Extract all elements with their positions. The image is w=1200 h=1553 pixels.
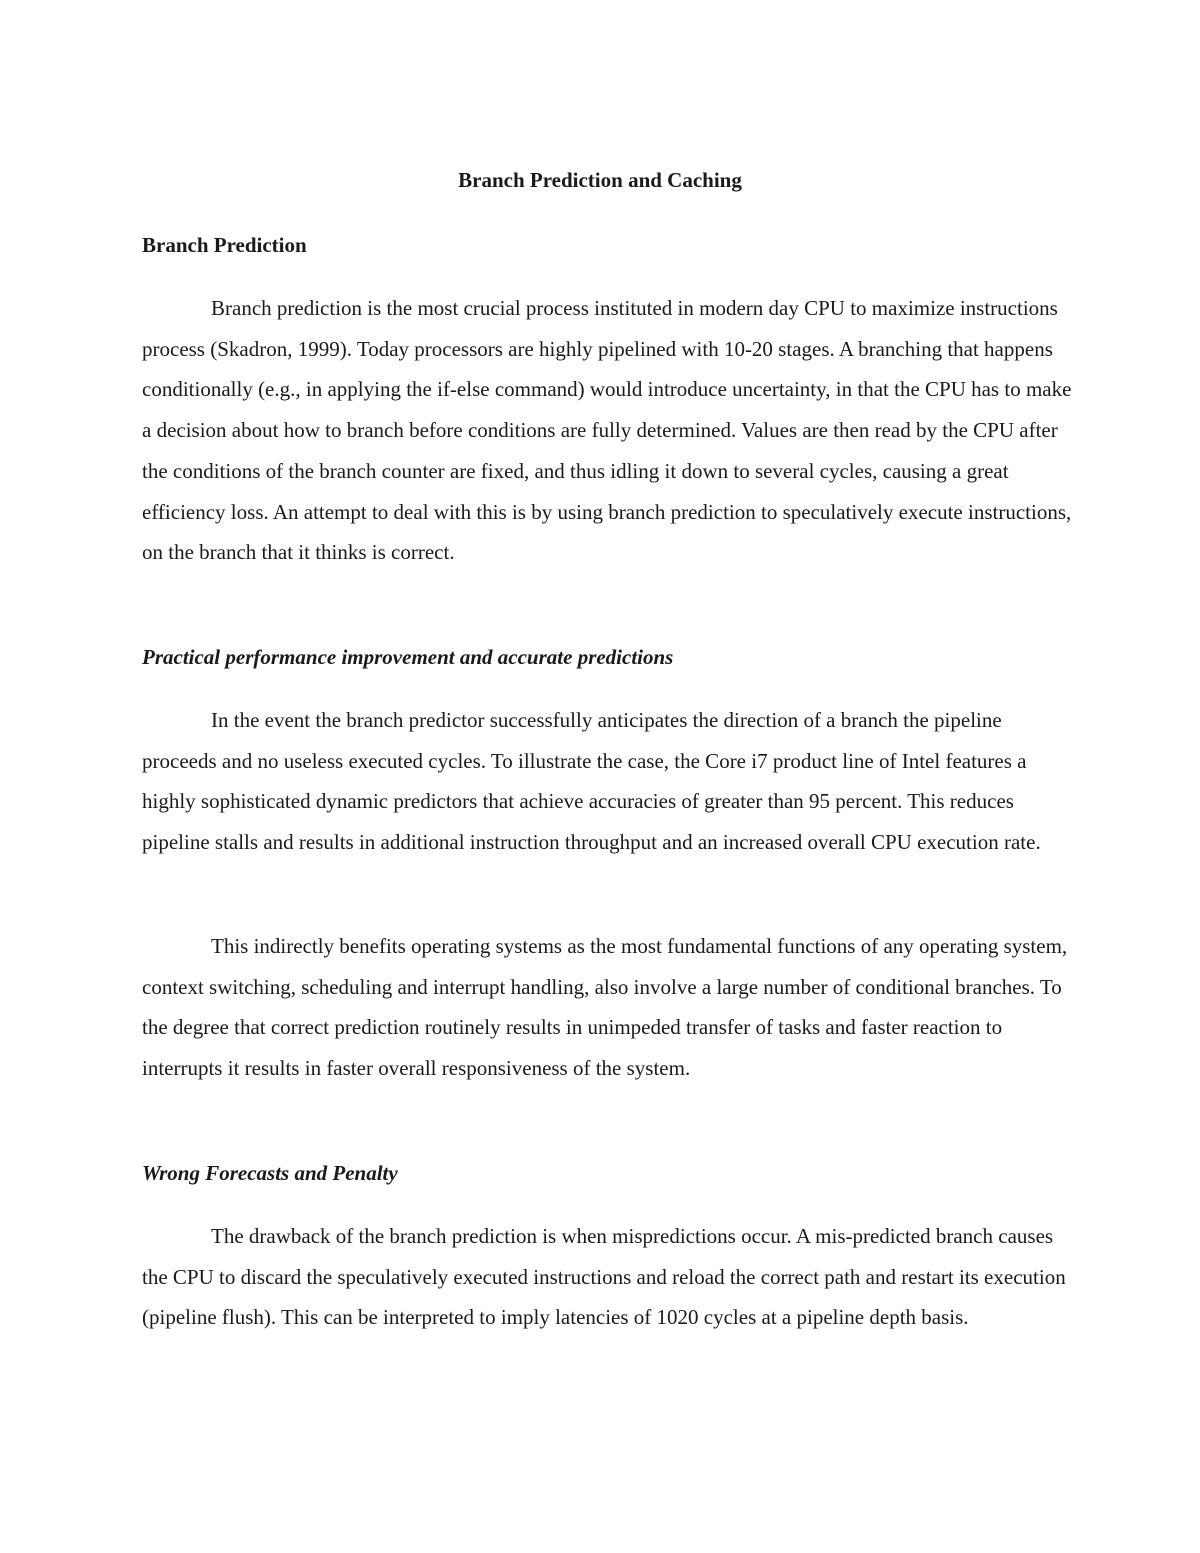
paragraph-os-benefits: This indirectly benefits operating systems as the most fundamental functions of any operating system, context switching, scheduling and interrupt handling, also involve a large number of conditional branches. To the degree that correct prediction routinely results in unimpeded transfer of tasks and faster reaction to interrupts it results in faster overall responsiveness of the system. (142, 934, 1068, 1081)
section-heading-wrong-forecasts: Wrong Forecasts and Penalty (142, 1161, 398, 1185)
paragraph-successful-prediction: In the event the branch predictor successfully anticipates the direction of a branch the pipeline proceeds and no useless executed cycles. To illustrate the case, the Core i7 product line of Intel features a highly sophisticated dynamic predictors that achieve accuracies of greater than 95 percent. This reduces pipeline stalls and results in additional instruction throughput and an increased overall CPU execution rate. (142, 708, 1041, 855)
document-title: Branch Prediction and Caching (458, 168, 742, 192)
section-heading-branch-prediction: Branch Prediction (142, 233, 307, 257)
paragraph-misprediction-penalty: The drawback of the branch prediction is when mispredictions occur. A mis-predicted branch causes the CPU to discard the speculatively executed instructions and reload the correct path and restart its execution (pipeline flush). This can be interpreted to imply latencies of 1020 cycles at a pipeline depth basis. (142, 1224, 1066, 1330)
section-heading-practical-performance: Practical performance improvement and accurate predictions (142, 645, 674, 669)
paragraph-branch-prediction-intro: Branch prediction is the most crucial process instituted in modern day CPU to maximize instructions process (Skadron, 1999). Today processors are highly pipelined with 10-20 stages. A branching that happens conditionally (e.g., in applying the if-else command) would introduce uncertainty, in that the CPU has to make a decision about how to branch before conditions are fully determined. Values are then read by the CPU after the conditions of the branch counter are fixed, and thus idling it down to several cycles, causing a great efficiency loss. An attempt to deal with this is by using branch prediction to speculatively execute instructions, on the branch that it thinks is correct. (142, 296, 1072, 565)
